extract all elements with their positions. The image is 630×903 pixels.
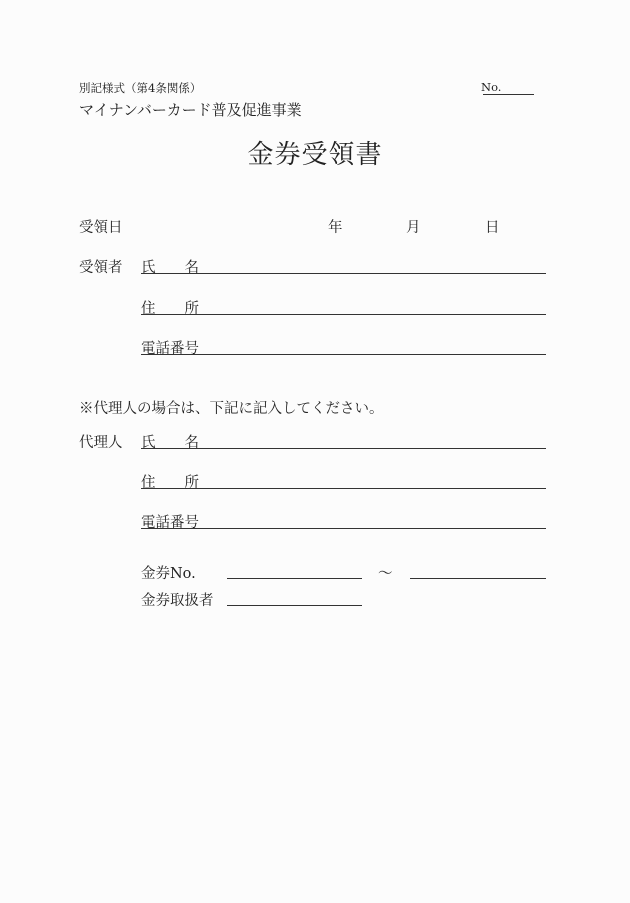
voucher-number-from-field[interactable] xyxy=(227,578,362,579)
document-title: 金券受領書 xyxy=(247,140,383,170)
recipient-phone-label: 電話番号 xyxy=(141,341,199,357)
voucher-number-to-field[interactable] xyxy=(410,578,546,579)
day-label: 日 xyxy=(485,220,500,236)
voucher-handler-field[interactable] xyxy=(227,605,362,606)
month-label: 月 xyxy=(406,220,421,236)
proxy-label: 代理人 xyxy=(79,435,123,451)
program-name: マイナンバーカード普及促進事業 xyxy=(79,101,302,119)
form-reference: 別記様式（第4条関係） xyxy=(79,81,202,95)
proxy-name-field[interactable] xyxy=(141,448,546,449)
recipient-address-label: 住 所 xyxy=(141,301,199,317)
number-label: No. xyxy=(481,80,502,94)
voucher-handler-label: 金券取扱者 xyxy=(141,593,214,609)
proxy-address-label: 住 所 xyxy=(141,475,199,491)
proxy-phone-label: 電話番号 xyxy=(141,515,199,531)
recipient-name-label: 氏 名 xyxy=(141,260,199,276)
proxy-name-label: 氏 名 xyxy=(141,435,199,451)
recipient-name-field[interactable] xyxy=(141,273,546,274)
proxy-phone-field[interactable] xyxy=(141,528,546,529)
number-field-line[interactable] xyxy=(483,94,534,95)
proxy-note: ※代理人の場合は、下記に記入してください。 xyxy=(79,401,384,417)
recipient-address-field[interactable] xyxy=(141,314,546,315)
year-label: 年 xyxy=(328,220,343,236)
voucher-number-label: 金券No. xyxy=(141,566,196,582)
recipient-phone-field[interactable] xyxy=(141,354,546,355)
receipt-date-label: 受領日 xyxy=(79,220,123,236)
recipient-label: 受領者 xyxy=(79,260,123,276)
proxy-address-field[interactable] xyxy=(141,488,546,489)
voucher-range-separator: ～ xyxy=(378,566,393,582)
